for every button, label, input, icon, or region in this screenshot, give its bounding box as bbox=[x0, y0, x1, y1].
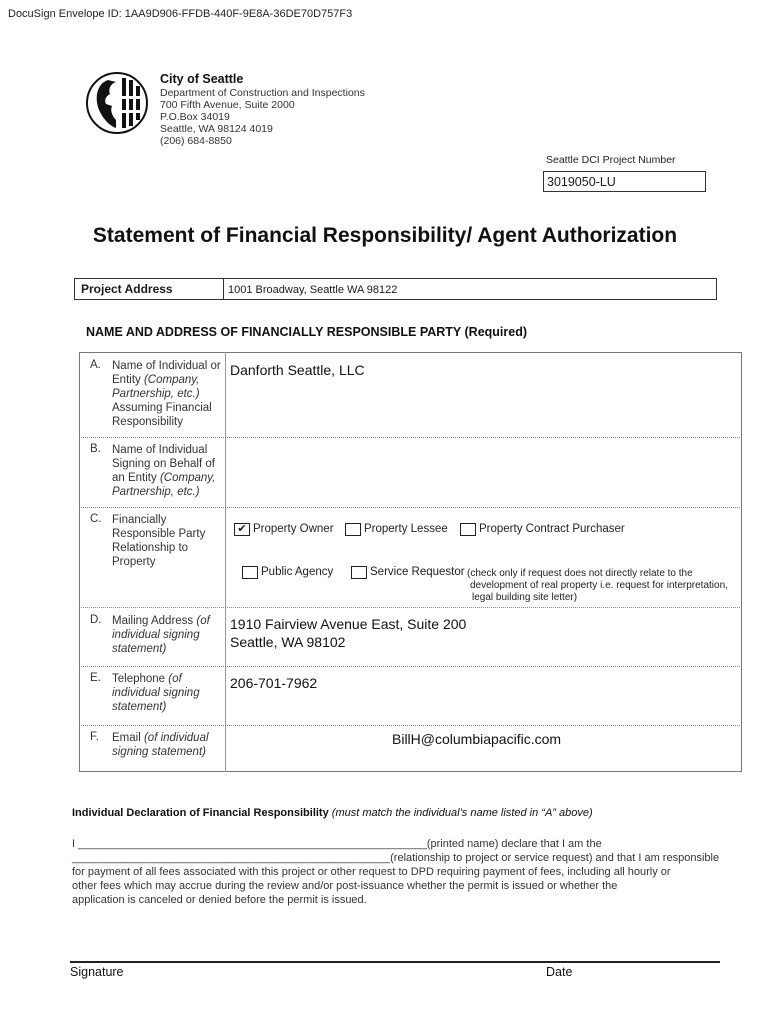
entity-name-field[interactable]: Danforth Seattle, LLC bbox=[230, 362, 365, 378]
row-divider bbox=[79, 437, 742, 438]
row-divider bbox=[79, 666, 742, 667]
table-column-divider bbox=[225, 352, 226, 772]
row-divider bbox=[79, 507, 742, 508]
row-letter-c: C. bbox=[90, 513, 102, 525]
property-owner-label: Property Owner bbox=[253, 523, 334, 535]
project-address-label: Project Address bbox=[81, 282, 173, 296]
org-block bbox=[160, 72, 365, 147]
requestor-note-1: (check only if request does not directly relate to the bbox=[467, 568, 693, 579]
declaration-heading bbox=[72, 807, 593, 819]
requestor-note-3: legal building site letter) bbox=[472, 592, 578, 603]
org-address3: Seattle, WA 98124 4019 bbox=[160, 123, 273, 135]
row-label-f-part1: Email bbox=[112, 732, 141, 744]
org-address1: 700 Fifth Avenue, Suite 2000 bbox=[160, 99, 295, 111]
contract-purchaser-label: Property Contract Purchaser bbox=[479, 523, 625, 535]
envelope-id: DocuSign Envelope ID: 1AA9D906-FFDB-440F-9E8A-36DE70D757F3 bbox=[8, 8, 353, 20]
row-label-d-italic: (of individual signing statement) bbox=[112, 615, 210, 655]
row-label-d-part1: Mailing Address bbox=[112, 615, 194, 627]
row-letter-e: E. bbox=[90, 672, 101, 684]
section-heading: NAME AND ADDRESS OF FINANCIALLY RESPONSIBLE PARTY (Required) bbox=[86, 325, 528, 339]
row-label-a bbox=[112, 359, 224, 429]
declaration-line-4: other fees which may accrue during the review and/or post-issuance whether the permit is issued or whether the bbox=[72, 880, 618, 892]
service-requestor-label: Service Requestor bbox=[370, 566, 465, 578]
org-address2: P.O.Box 34019 bbox=[160, 111, 230, 123]
property-lessee-checkbox[interactable] bbox=[345, 523, 361, 536]
mailing-address-field[interactable] bbox=[230, 615, 466, 651]
project-number-field[interactable]: 3019050-LU bbox=[543, 171, 706, 192]
project-address-divider bbox=[223, 278, 224, 300]
row-label-a-part1: Name of Individual or bbox=[112, 360, 221, 372]
date-label: Date bbox=[546, 965, 573, 979]
row-label-a-part3: Assuming Financial Responsibility bbox=[112, 402, 212, 428]
row-label-c: Financially Responsible Party Relationship to Property bbox=[112, 514, 206, 568]
signature-line bbox=[70, 961, 720, 963]
declaration-line-5: application is canceled or denied before the permit is issued. bbox=[72, 894, 367, 906]
row-label-f bbox=[112, 731, 224, 759]
public-agency-label: Public Agency bbox=[261, 566, 334, 578]
row-label-b bbox=[112, 443, 224, 499]
mailing-address-line1: 1910 Fairview Avenue East, Suite 200 bbox=[230, 616, 467, 632]
declaration-line-1: I _________________________________________________________(printed name) declare that I am the bbox=[72, 838, 602, 850]
service-requestor-checkbox[interactable] bbox=[351, 566, 367, 579]
contract-purchaser-checkbox[interactable] bbox=[460, 523, 476, 536]
row-letter-f: F. bbox=[90, 731, 99, 743]
page-title: Statement of Financial Responsibility/ Agent Authorization bbox=[92, 224, 678, 247]
row-divider bbox=[79, 725, 742, 726]
row-label-e-italic: (of individual signing statement) bbox=[112, 673, 200, 713]
org-dept: Department of Construction and Inspections bbox=[160, 87, 365, 99]
row-label-b-italic: (Company, Partnership, etc.) bbox=[112, 472, 216, 498]
declaration-title: Individual Declaration of Financial Responsibility bbox=[72, 807, 329, 819]
declaration-title-note: (must match the individual’s name listed in “A” above) bbox=[331, 807, 593, 819]
mailing-address-line2: Seattle, WA 98102 bbox=[230, 634, 346, 650]
city-seal-logo bbox=[86, 70, 148, 136]
project-number-label: Seattle DCI Project Number bbox=[546, 154, 676, 166]
row-letter-d: D. bbox=[90, 614, 102, 626]
org-phone: (206) 684-8850 bbox=[160, 135, 232, 147]
signature-label: Signature bbox=[70, 965, 124, 979]
row-letter-a: A. bbox=[90, 359, 101, 371]
row-label-a-italic: (Company, Partnership, etc.) bbox=[112, 374, 200, 400]
signing-individual-field[interactable] bbox=[230, 441, 735, 503]
row-label-f-italic: (of individual signing statement) bbox=[112, 732, 209, 758]
row-label-b-part1: Name of Individual Signing on Behalf of an Entity bbox=[112, 444, 215, 484]
row-divider bbox=[79, 607, 742, 608]
org-name: City of Seattle bbox=[160, 72, 244, 86]
property-owner-checkbox[interactable]: ✔ bbox=[234, 523, 250, 536]
declaration-line-3: for payment of all fees associated with this project or other request to DPD requiring payment of fees, including all hourly or bbox=[72, 866, 671, 878]
declaration-line-2: ____________________________________________________(relationship to project or service request) and that I am responsible bbox=[72, 852, 720, 864]
row-label-d bbox=[112, 614, 224, 656]
telephone-field[interactable]: 206-701-7962 bbox=[230, 675, 318, 691]
property-lessee-label: Property Lessee bbox=[364, 523, 448, 535]
requestor-note-2: development of real property i.e. request for interpretation, bbox=[470, 580, 728, 591]
email-field[interactable]: BillH@columbiapacific.com bbox=[392, 731, 562, 747]
row-label-e-part1: Telephone bbox=[112, 673, 166, 685]
row-letter-b: B. bbox=[90, 443, 101, 455]
row-label-a-part2: Entity bbox=[112, 374, 141, 386]
public-agency-checkbox[interactable] bbox=[242, 566, 258, 579]
row-label-e bbox=[112, 672, 224, 714]
project-address-field[interactable]: 1001 Broadway, Seattle WA 98122 bbox=[228, 284, 398, 296]
